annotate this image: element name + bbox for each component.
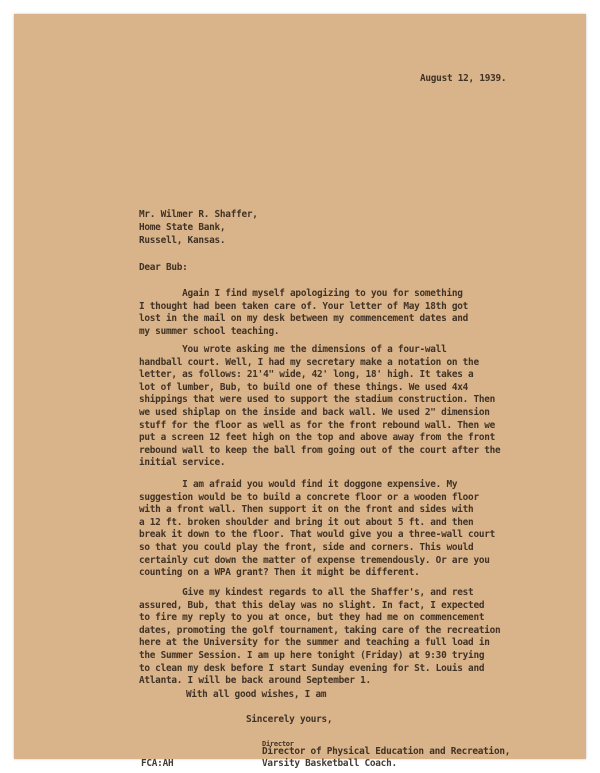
letter-date: August 12, 1939. <box>420 73 507 84</box>
salutation: Dear Bub: <box>139 262 188 273</box>
closing-line: With all good wishes, I am <box>186 689 327 700</box>
body-paragraph-2: You wrote asking me the dimensions of a four-wall handball court. Well, I had my secretary make a notation on the letter, as follows: 21'4" wide, 42' long, 18' high. It takes a lot of lumber, Bub, to build one of these things. We used 4x4 shippings that were used to support the stadium construction. Then we used shiplap on the inside and back wall. We used 2" dimension stuff for the floor as well as for the front rebound wall. Then we put a screen 12 feet high on the top and above away from the front rebound wall to keep the ball from going out of the court after the initial service. <box>139 344 501 469</box>
signature-title-2: Varsity Basketball Coach. <box>262 758 397 769</box>
body-paragraph-1: Again I find myself apologizing to you for something I thought had been taken care of. Your letter of May 18th got lost in the mail on my desk between my commencement dates and my summer school teaching. <box>139 288 469 337</box>
signature-title-1: Director of Physical Education and Recreation, <box>262 746 511 757</box>
complimentary-close: Sincerely yours, <box>246 714 333 725</box>
body-paragraph-4: Give my kindest regards to all the Shaffer's, and rest assured, Bub, that this delay was no slight. In fact, I expected to fire my reply to you at once, but they had me on commencement dates, promoting the golf tournament, taking care of the recreation here at the University for the summer and teaching a full load in the Summer Session. I am up here tonight (Friday) at 9:30 trying to clean my desk before I start Sunday evening for St. Louis and Atlanta. I will be back around September 1. <box>139 587 501 687</box>
recipient-line-2: Home State Bank, <box>139 222 226 233</box>
recipient-line-3: Russell, Kansas. <box>139 235 226 246</box>
reference-initials: FCA:AH <box>141 758 174 769</box>
body-paragraph-3: I am afraid you would find it doggone expensive. My suggestion would be to build a concrete floor or a wooden floor with a front wall. Then support it on the front and sides with a 12 ft. broken shoulder and bring it out about 5 ft. and then break it down to the floor. That would give you a three-wall court so that you could play the front, side and corners. This would certainly cut down the matter of expense tremendously. Or are you counting on a WPA grant? Then it might be different. <box>139 479 496 579</box>
recipient-line-1: Mr. Wilmer R. Shaffer, <box>139 209 258 220</box>
letter-page <box>14 14 586 769</box>
signature-name: Director <box>262 740 294 748</box>
